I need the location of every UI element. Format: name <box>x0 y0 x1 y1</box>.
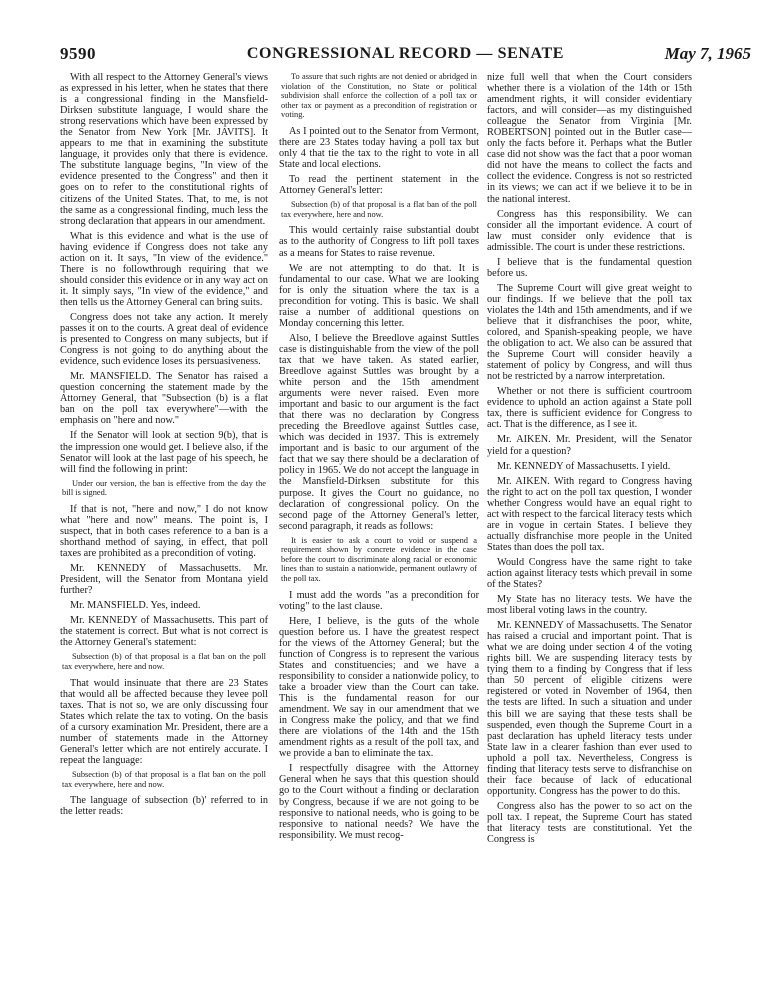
quoted-passage: It is easier to ask a court to void or suspend a requirement shown by concrete evidence in the case before the court to discriminate along racial or economic lines than to sustain a nationwide, permanent outlawry of the poll tax. <box>281 535 477 584</box>
quoted-passage: Subsection (b) of that proposal is a flat ban on the poll tax everywhere, here and now. <box>62 652 266 671</box>
paragraph: If that is not, "here and now," I do not know what "here and now" means. The point is, I suspect, that in both cases reference to a ban is a shorthand method of saying, in effect, that poll taxes are prohibited as a precondition of voting. <box>60 503 268 560</box>
paragraph: The language of subsection (b)' referred to in the letter reads: <box>60 795 268 818</box>
paragraph: I respectfully disagree with the Attorney General when he says that this question should go to the Court without a finding or declaration by Congress, because if we are not going to be responsive to national needs, who is going to be responsive to national needs? We have the responsibility. We must recog- <box>279 763 479 841</box>
paragraph: Whether or not there is sufficient courtroom evidence to uphold an action against a State poll tax, there is sufficient evidence for Congress to act. That is the difference, as I see it. <box>487 386 692 431</box>
text-column-2 <box>279 72 479 977</box>
paragraph: nize full well that when the Court considers whether there is a violation of the 14th or 15th amendment rights, it will consider evidentiary factors, and will consider—as my distinguished colleague the Senator from Virginia [Mr. ROBERTSON] pointed out in the Butler case—only the facts before it. Perhaps what the Butler case did not show was the fact that a poor woman did not have the means to collect the facts and collect the evidence. Congress is not so restricted in its views; we can act if we believe it to be in the national interest. <box>487 72 692 205</box>
page-number: 9590 <box>60 44 96 63</box>
quoted-passage: To assure that such rights are not denied or abridged in violation of the Constitution, no State or political subdivision shall enforce the collection of a poll tax or other tax or payment as a precondition of registration or voting. <box>281 72 477 120</box>
paragraph: What is this evidence and what is the use of having evidence if Congress does not take any action on it. It says, "In view of the evidence." There is no followthrough requiring that we should consider this evidence or in any way act on it. It simply says, "In view of the evidence," and then tells us the Attorney General can bring suits. <box>60 230 268 308</box>
quoted-passage: Under our version, the ban is effective from the day the bill is signed. <box>62 478 266 498</box>
paragraph: As I pointed out to the Senator from Vermont, there are 23 States today having a poll tax but only 4 that tie the tax to the right to vote in all State and local elections. <box>279 125 479 171</box>
paragraph: My State has no literacy tests. We have the most liberal voting laws in the country. <box>487 594 692 617</box>
paragraph: We are not attempting to do that. It is fundamental to our case. What we are looking for is only the situation where the tax is a precondition for voting. This is basic. We shall raise a number of additional questions on Monday concerning this letter. <box>279 262 479 329</box>
paragraph: Congress has this responsibility. We can consider all the important evidence. A court of law must consider only evidence that is admissible. The court is under these restrictions. <box>487 208 692 253</box>
publication-title: CONGRESSIONAL RECORD — SENATE <box>246 45 565 62</box>
paragraph: I believe that is the fundamental question before us. <box>487 256 692 279</box>
paragraph: Mr. AIKEN. Mr. President, will the Senator yield for a question? <box>487 434 692 457</box>
text-column-1 <box>60 72 268 977</box>
paragraph: Mr. KENNEDY of Massachusetts. I yield. <box>497 460 671 472</box>
quoted-passage: Subsection (b) of that proposal is a flat ban of the poll tax everywhere, here and now. <box>281 200 477 219</box>
paragraph: If the Senator will look at section 9(b), that is the impression one would get. I believe also, if the Senator will look at the last page of his speech, he will find the following in print: <box>60 430 268 475</box>
paragraph: Mr. KENNEDY of Massachusetts. This part of the statement is correct. But what is not correct is the Attorney General's statement: <box>60 615 268 649</box>
paragraph: Also, I believe the Breedlove against Suttles case is distinguishable from the view of the poll tax that we have taken. As stated earlier, Breedlove against Suttles was brought by a white person and the 15th amendment arguments were never raised. Even more important and basic to our argument is the fact that there was no declaration by Congress preceding the Breedlove against Suttles case, which was decided in 1937. This is extremely important and is basic to our argument of the fact that we say there should be a declaration of policy in 1965. We do not accept the language in the Mansfield-Dirksen substitute for this purpose. It gives the Court no guidance, no declaration of congressional policy. On the second page of the Attorney General's letter, second paragraph, it reads as follows: <box>279 332 479 532</box>
paragraph: I must add the words "as a precondition for voting" to the last clause. <box>279 589 479 612</box>
paragraph: That would insinuate that there are 23 States that would all be affected because they levee poll taxes. That is not so, we are only discussing four States which relate the tax to voting. On the basis of a cursory examination Mr. President, there are a number of statements made in the Attorney General's letter which are not entirely accurate. I repeat the language: <box>60 677 268 766</box>
paragraph: Would Congress have the same right to take action against literacy tests which prevail in some of the States? <box>487 556 692 591</box>
paragraph: With all respect to the Attorney General's views as expressed in his letter, when he states that there is a congressional finding in the Mansfield-Dirksen substitute language, I would share the strong reservations which have been expressed by the Senator from New York [Mr. JAVITS]. It appears to me that in examining the substitute language, it provides only that there is evidence. The substitute language begins, "In view of the evidence presented to the Congress" and then it goes on to refer to the constitutional rights of citizens of the United States. That, to me, is not the same as a congressional finding, much less the strong declaration that appears in our amendment. <box>60 72 268 227</box>
issue-date: May 7, 1965 <box>664 44 751 63</box>
quoted-passage: Subsection (b) of that proposal is a flat ban on the poll tax everywhere, here and now. <box>62 769 266 789</box>
paragraph: Here, I believe, is the guts of the whole question before us. I have the greatest respect for the views of the Attorney General; but the function of Congress is to represent the various States and constituencies; and we have a responsibility to consider a nationwide policy, to take a broader view than the Court can take. This is the fundamental reason for our amendment. We say in our amendment that we in Congress make the policy, and that we find there are violations of the 14th and the 15th amendment rights as a result of the poll tax, and we provide a ban to eliminate the tax. <box>279 615 479 760</box>
paragraph: Congress does not take any action. It merely passes it on to the courts. A great deal of evidence is presented to Congress on many subjects, but if Congress is not going to do anything about the evidence, such evidence loses its persuasiveness. <box>60 311 268 368</box>
page-header <box>60 44 751 70</box>
paragraph: This would certainly raise substantial doubt as to the authority of Congress to lift poll taxes as a means for States to raise revenue. <box>279 225 479 259</box>
paragraph: Mr. KENNEDY of Massachusetts. The Senator has raised a crucial and important point. That is what we are doing under section 4 of the voting rights bill. We are suspending literacy tests by tying them to a finding by Congress that if less than 50 percent of eligible citizens were registered or voted in November of 1964, then the tests are lifted. In such a situation and under this bill we are saying that these tests shall be suspended, even though the Supreme Court in a past declaration has upheld literacy tests under State law in a clearer fashion than ever used to uphold a poll tax. Nevertheless, Congress is finding that literacy tests serve to disfranchise on their face because of lack of educational opportunity. Congress has the power to do this. <box>487 620 692 797</box>
paragraph: Mr. MANSFIELD. Yes, indeed. <box>70 600 201 612</box>
paragraph: Mr. AIKEN. With regard to Congress having the right to act on the poll tax question, I wonder whether Congress would have an equal right to act with respect to the farcical literacy tests which are in vogue in certain States. I believe they actually disfranchise more people in the United States than does the poll tax. <box>487 475 692 553</box>
paragraph: The Supreme Court will give great weight to our findings. If we believe that the poll tax violates the 14th and 15th amendments, and if we believe that it disfranchises the poor, white, colored, and Spanish-speaking people, we have the obligation to act. We also can be assured that the Supreme Court will consider heavily a statement of policy by Congress, and will thus not be restricted by a narrow interpretation. <box>487 282 692 383</box>
paragraph: Mr. KENNEDY of Massachusetts. Mr. President, will the Senator from Montana yield further? <box>60 563 268 597</box>
paragraph: To read the pertinent statement in the Attorney General's letter: <box>279 174 479 197</box>
paragraph: Mr. MANSFIELD. The Senator has raised a question concerning the statement made by the Attorney General, that "Subsection (b) is a flat ban on the poll tax everywhere"—with the emphasis on "here and now." <box>60 371 268 427</box>
paragraph: Congress also has the power to so act on the poll tax. I repeat, the Supreme Court has stated that literacy tests are constitutional. Yet the Congress is <box>487 800 692 846</box>
text-column-3 <box>487 72 692 977</box>
